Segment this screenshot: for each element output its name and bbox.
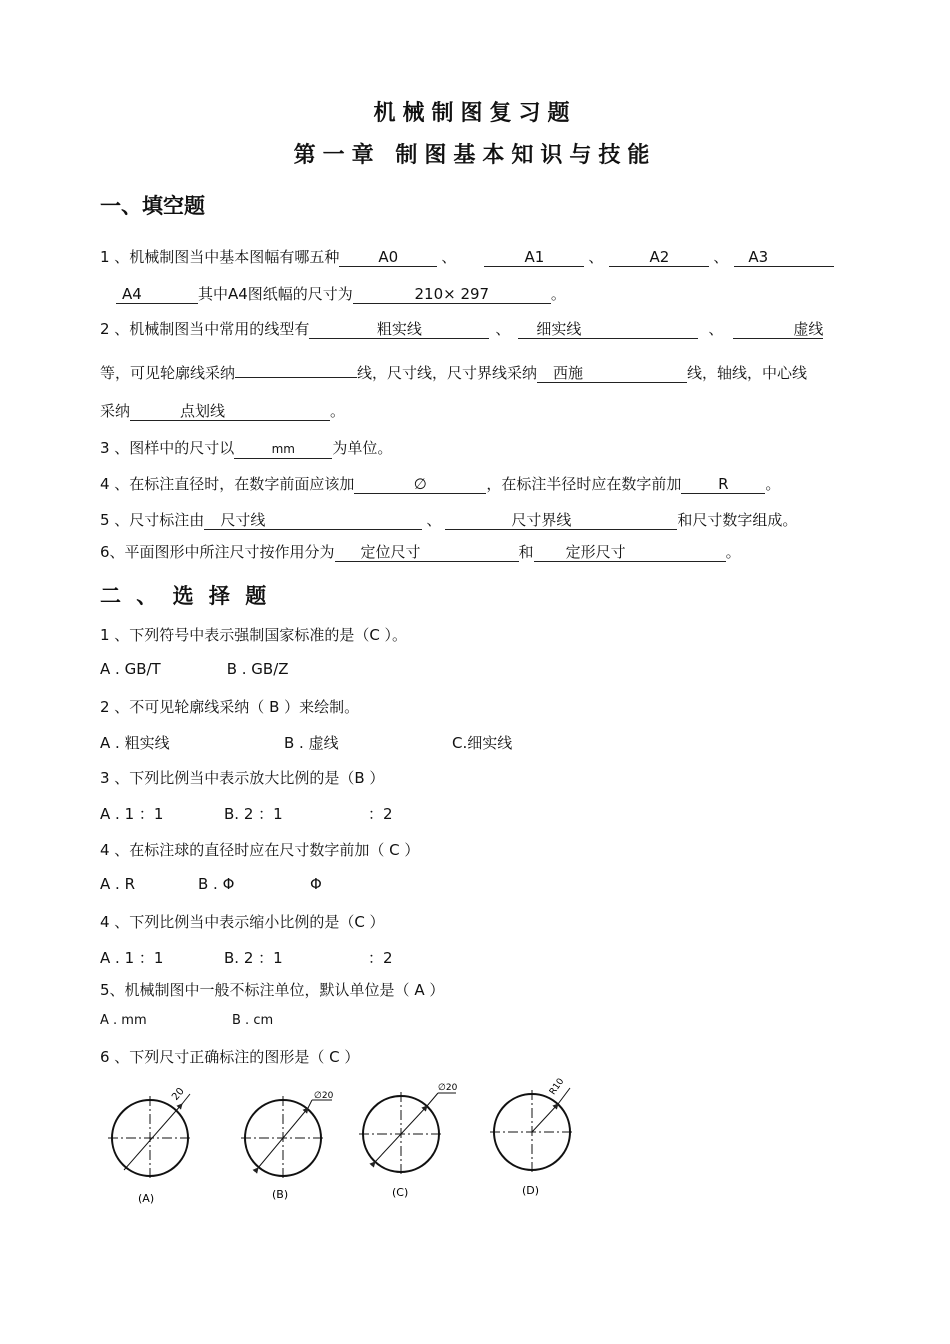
q2-answer-dim: 西施 xyxy=(537,364,687,383)
q1-answer-a4: A4 xyxy=(116,285,198,304)
option-a: A . R xyxy=(100,875,135,893)
q5-sep: 、 xyxy=(426,511,442,529)
choice-q3: 3 、下列比例当中表示放大比例的是（B ） xyxy=(100,769,385,787)
q2-prefix: 2 、机械制图当中常用的线型有 xyxy=(100,320,310,338)
q5-prefix: 5 、尺寸标注由 xyxy=(100,511,205,529)
option-b: B . cm xyxy=(232,1013,274,1028)
question-2-line-3 xyxy=(100,400,345,421)
option-b: B. 2 ：1 xyxy=(224,949,283,967)
q6-answer-2: 定形尺寸 xyxy=(534,543,726,562)
q4-answer-rad: R xyxy=(681,475,765,494)
section-heading-fill: 一、填空题 xyxy=(100,194,205,218)
question-3 xyxy=(100,437,392,459)
q1-mid: 其中A4图纸幅的尺寸为 xyxy=(198,285,353,303)
q4-prefix: 4 、在标注直径时，在数字前面应该加 xyxy=(100,475,355,493)
page-title: 机械制图复习题 xyxy=(373,101,577,126)
question-2-line-2 xyxy=(100,359,807,383)
q2-blank xyxy=(235,359,357,378)
choice-q4-options xyxy=(100,875,322,893)
option-b: B . GB/Z xyxy=(226,660,289,678)
figure-a xyxy=(108,1086,192,1205)
option-a: A . mm xyxy=(100,1013,147,1028)
q2-answer-thin: 细实线 xyxy=(518,320,698,339)
q2-text: 线，轴线，中心线 xyxy=(687,364,808,382)
q1-answer-a3: A3 xyxy=(734,248,834,267)
q6-answer-1: 定位尺寸 xyxy=(335,543,519,562)
choice-q1: 1 、下列符号中表示强制国家标准的是（C ）。 xyxy=(100,626,408,644)
q6-mid: 和 xyxy=(518,543,534,561)
q2-end: 。 xyxy=(330,402,346,420)
choice-q6: 5、机械制图中一般不标注单位，默认单位是（ A ） xyxy=(100,981,445,999)
q6-prefix: 6、平面图形中所注尺寸按作用分为 xyxy=(100,543,335,561)
figure-d xyxy=(490,1077,574,1197)
question-4 xyxy=(100,473,780,494)
question-1-line-2 xyxy=(116,283,566,304)
q2-sep: 、 xyxy=(708,320,724,338)
q1-answer-size: 210× 297 xyxy=(353,285,551,304)
figure-b xyxy=(241,1091,334,1201)
q1-sep: 、 xyxy=(588,248,604,266)
q2-text: 采纳 xyxy=(100,402,131,420)
dimension-figures xyxy=(100,1076,600,1210)
choice-q7: 6 、下列尺寸正确标注的图形是（ C ） xyxy=(100,1048,360,1066)
option-a: A . 1 ：1 xyxy=(100,949,164,967)
q1-end: 。 xyxy=(550,285,566,303)
figure-d-dim: R10 xyxy=(547,1076,567,1097)
option-c: ：2 xyxy=(368,805,393,823)
q4-end: 。 xyxy=(765,475,781,493)
q2-text: 线，尺寸线，尺寸界线采纳 xyxy=(357,364,538,382)
q1-sep: 、 xyxy=(441,248,457,266)
option-a: A . GB/T xyxy=(100,660,161,678)
question-1-line-1 xyxy=(100,246,834,267)
q1-answer-a0: A0 xyxy=(339,248,437,267)
figure-a-label: (A) xyxy=(138,1192,155,1205)
choice-q1-options xyxy=(100,660,289,678)
option-a: A . 1 ：1 xyxy=(100,805,164,823)
q5-suffix: 和尺寸数字组成。 xyxy=(677,511,798,529)
q1-prefix: 1 、机械制图当中基本图幅有哪五种 xyxy=(100,248,340,266)
q5-answer-2: 尺寸界线 xyxy=(445,511,677,530)
q3-suffix: 为单位。 xyxy=(332,439,393,457)
q3-answer: mm xyxy=(234,440,332,459)
option-c: Φ xyxy=(310,875,322,893)
q2-sep: 、 xyxy=(495,320,511,338)
q4-answer-dia: ∅ xyxy=(354,475,486,494)
option-c: C.细实线 xyxy=(452,734,513,752)
figure-a-dim: 20 xyxy=(170,1085,187,1103)
figure-b-label: (B) xyxy=(272,1188,289,1201)
chapter-title: 第一章 制图基本知识与技能 xyxy=(293,143,657,168)
choice-q6-options xyxy=(100,1013,273,1028)
q5-answer-1: 尺寸线 xyxy=(204,511,422,530)
choice-q2-options xyxy=(100,732,512,753)
figure-c-dim: ∅20 xyxy=(438,1083,458,1093)
q2-answer-center: 点划线 xyxy=(130,402,330,421)
choice-q5: 4 、下列比例当中表示缩小比例的是（C ） xyxy=(100,913,385,931)
question-6 xyxy=(100,541,741,562)
q6-end: 。 xyxy=(725,543,741,561)
choice-q2: 2 、不可见轮廓线采纳（ B ）来绘制。 xyxy=(100,698,360,716)
q2-answer-dashed: 虚线 xyxy=(733,320,823,339)
option-b: B . 虚线 xyxy=(284,734,339,752)
figure-c xyxy=(359,1083,458,1199)
q2-answer-thick: 粗实线 xyxy=(309,320,489,339)
q2-text: 等，可见轮廓线采纳 xyxy=(100,364,236,382)
question-2-line-1 xyxy=(100,318,823,339)
question-5 xyxy=(100,509,797,530)
q1-answer-a1: A1 xyxy=(484,248,584,267)
figure-d-label: (D) xyxy=(522,1184,540,1197)
figures-svg xyxy=(100,1076,600,1210)
option-a: A . 粗实线 xyxy=(100,734,170,752)
option-b: B. 2 ：1 xyxy=(224,805,283,823)
option-c: ：2 xyxy=(368,949,393,967)
choice-q4: 4 、在标注球的直径时应在尺寸数字前加（ C ） xyxy=(100,841,420,859)
choice-q5-options xyxy=(100,947,393,968)
figure-b-dim: ∅20 xyxy=(314,1091,334,1101)
q4-mid: ，在标注半径时应在数字前加 xyxy=(486,475,682,493)
choice-q3-options xyxy=(100,803,393,824)
figure-c-label: (C) xyxy=(392,1186,409,1199)
q1-sep: 、 xyxy=(713,248,729,266)
section-heading-choice: 二 、 选 择 题 xyxy=(100,584,271,608)
option-b: B . Φ xyxy=(198,875,235,893)
q3-prefix: 3 、图样中的尺寸以 xyxy=(100,439,235,457)
q1-answer-a2: A2 xyxy=(609,248,709,267)
